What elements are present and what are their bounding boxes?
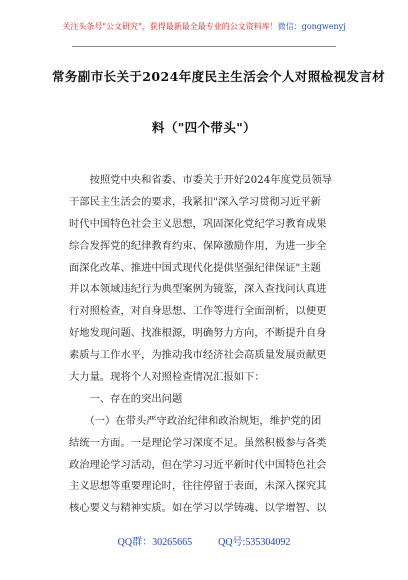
document-title-line-2: 料（"四个带头"）	[151, 120, 257, 135]
body-line: 综合发挥党的纪律教育约束、保障激励作用，为进一步全	[69, 239, 327, 252]
body-line: 按照党中央和省委、市委关于开好2024年度党员领导	[69, 174, 333, 186]
body-line: 时代中国特色社会主义思想，巩固深化党纪学习教育成果	[69, 217, 327, 230]
body-line: （一）在带头严守政治纪律和政治规矩，维护党的团	[69, 414, 322, 427]
body-line: 面深化改革、推进中国式现代化提供坚强纪律保证"主题	[69, 261, 321, 274]
body-line: 核心要义与精神实质。如在学习以学铸魂、以学增智、以	[69, 502, 327, 515]
body-line: 结统一方面。一是理论学习深度不足。虽然积极参与各类	[69, 436, 327, 449]
footer-contact	[0, 537, 408, 549]
body-line: 大力量。现将个人对照检查情况汇报如下：	[69, 371, 265, 384]
header-note	[0, 22, 408, 32]
body-line: 并以本领域违纪行为典型案例为镜鉴，深入查找问认真进	[69, 283, 327, 296]
body-line: 干部民主生活会的要求，我紧扣"深入学习贯彻习近平新	[69, 195, 321, 208]
header-divider	[72, 46, 336, 47]
footer-qq-number: QQ号:535304092	[218, 537, 291, 548]
section-heading: 一、存在的突出问题	[69, 392, 183, 405]
body-line: 素质与工作水平，为推动我市经济社会高质量发展贡献更	[69, 349, 327, 362]
footer-qq-group: QQ群：30265665	[117, 537, 193, 548]
body-line: 行对照检查，对自身思想、工作等进行全面剖析，以便更	[69, 305, 327, 318]
document-title-line-1: 常务副市长关于2024年度民主生活会个人对照检视发言材	[52, 69, 386, 84]
body-line: 好地发现问题、找准根源，明确努力方向，不断提升自身	[69, 327, 327, 340]
header-note-wechat: 微信：gongwenyj	[277, 22, 346, 31]
document-body	[69, 170, 349, 520]
body-line: 主义思想等重要理论时，往往停留于表面，未深入探究其	[69, 480, 327, 493]
header-note-lead: 关注头条号"公文研究"，获得最新最全最专业的公文资料库！	[62, 22, 278, 31]
body-line: 政治理论学习活动，但在学习习近平新时代中国特色社会	[69, 458, 327, 471]
